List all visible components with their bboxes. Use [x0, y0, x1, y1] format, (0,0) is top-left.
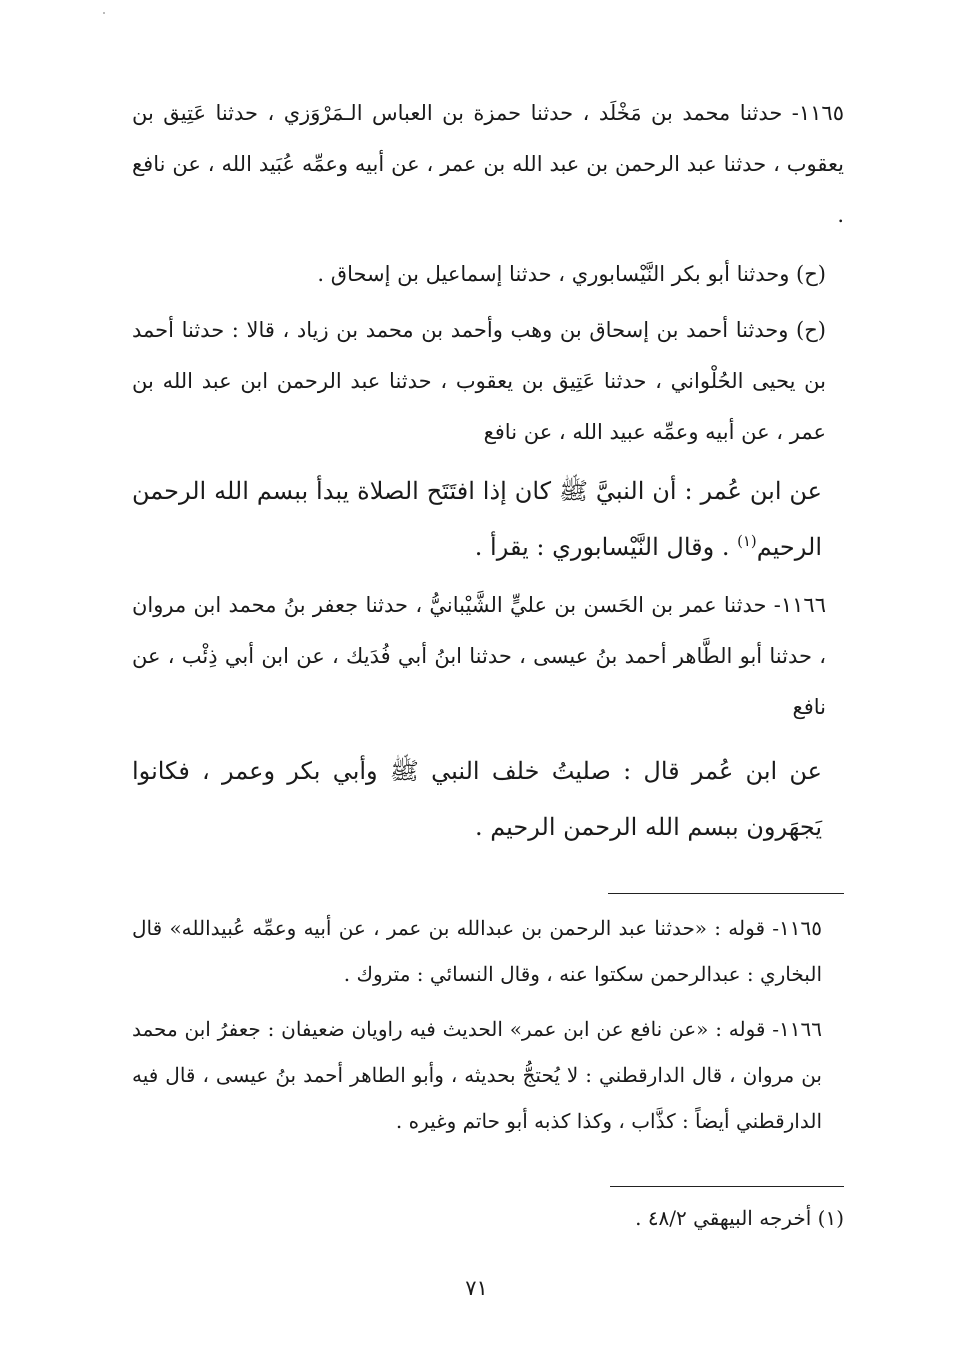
commentary-1165: ١١٦٥- قوله : «حدثنا عبد الرحمن بن عبدالله بن عمر ، عن أبيه وعمِّه عُبيدالله» قال البخاري : عبدالرحمن سكتوا عنه ، وقال النسائي : متروك .: [132, 916, 822, 986]
isnad-alt-ahmad: (ح) وحدثنا أحمد بن إسحاق بن وهب وأحمد بن محمد بن زياد ، قالا : حدثنا أحمد بن يحيى الحُلْواني ، حدثنا عَتِيق بن يعقوب ، حدثنا عبد الرحمن ابن عبد الله بن عمر ، عن أبيه وعمِّه عبيد الله ، عن نافع: [132, 318, 826, 444]
footnote-marker: (١): [737, 532, 757, 550]
matn-1165-text: عن ابن عُمر : أن النبيَّ ﷺ كان إذا افتَتَح الصلاة يبدأ ببسم الله الرحمن الرحيم: [132, 477, 822, 561]
scan-speck: [103, 12, 105, 14]
isnad-alt-nisaburi: (ح) وحدثنا أبو بكر النَّيْسابوري ، حدثنا إسماعيل بن إسحاق .: [317, 262, 826, 286]
isnad-1165: ١١٦٥- حدثنا محمد بن مَخْلَد ، حدثنا حمزة بن العباس الـمَرْوَزي ، حدثنا عَتِيق بن يعقوب ، حدثنا عبد الرحمن بن عبد الله بن عمر ، عن أبيه وعمِّه عُبَيد الله ، عن نافع .: [132, 101, 844, 227]
commentary-1166: ١١٦٦- قوله : «عن نافع عن ابن عمر» الحديث فيه راويان ضعيفان : جعفرُ ابن محمد بن مروان ، قال الدارقطني : لا يُحتجُّ بحديثه ، وأبو الطاهر أحمد بنُ عيسى ، قال فيه الدارقطني أيضاً : كذَّاب ، وكذا كذبه أبو حاتم وغيره .: [132, 1017, 822, 1133]
matn-1166: عن ابن عُمر قال : صليتُ خلف النبي ﷺ وأبي بكر وعمر ، فكانوا يَجهَرون ببسم الله الرحمن الرحيم .: [132, 757, 822, 841]
matn-1165-tail: . وقال النَّيْسابوري : يقرأ .: [474, 533, 738, 561]
footnote-1: (١) أخرجه البيهقي ٤٨/٢ .: [635, 1206, 844, 1230]
page-number: ٧١: [465, 1276, 488, 1300]
footnote-separator: [610, 1186, 844, 1187]
isnad-1166: ١١٦٦- حدثنا عمر بن الحَسن بن عليٍّ الشَّيْبانيُّ ، حدثنا جعفر بنُ محمد ابن مروان ، حدثنا أبو الطَّاهر أحمد بنُ عيسى ، حدثنا ابنُ أبي فُدَيك ، عن ابن أبي ذِئْب ، عن نافع: [132, 593, 826, 719]
commentary-separator: [608, 893, 844, 894]
matn-1165: [132, 463, 844, 575]
